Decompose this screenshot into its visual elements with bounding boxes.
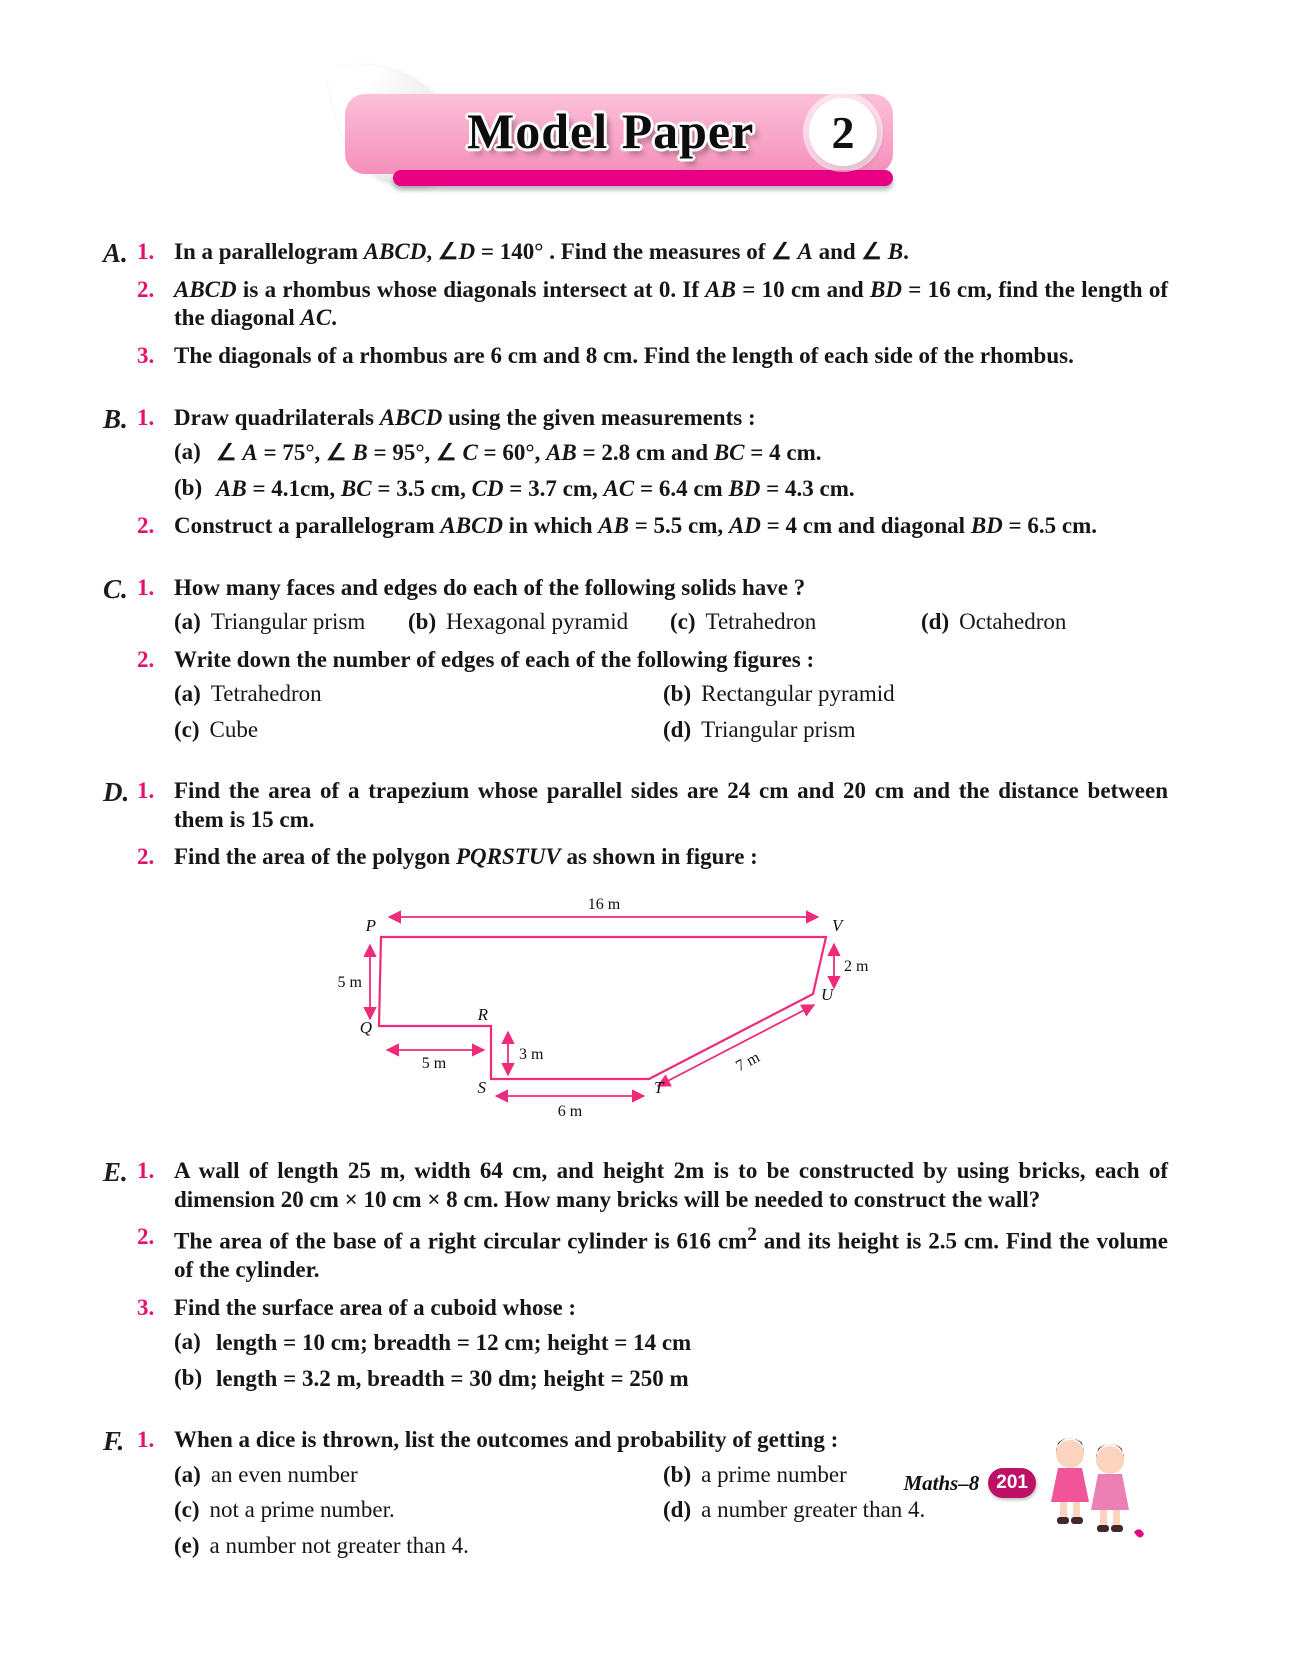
dim-label-2m: 2 m <box>843 958 868 976</box>
section-e <box>103 1157 1168 1402</box>
sub-text: length = 10 cm; breadth = 12 cm; height = 14 cm <box>216 1330 692 1356</box>
option-c <box>174 716 663 745</box>
dim-label-5m-inner: 5 m <box>421 1055 446 1073</box>
sub-item-a <box>174 1329 1168 1358</box>
sub-item-a <box>174 439 1168 468</box>
option-letter: (a) <box>174 1461 201 1487</box>
footer <box>903 1468 1036 1498</box>
polygon-figure <box>326 889 946 1139</box>
option-letter: (a) <box>174 609 201 635</box>
question-text: Draw quadrilaterals ABCD using the given measurements : <box>174 404 756 430</box>
vertex-u: U <box>820 985 833 1005</box>
question-c1 <box>137 574 1168 637</box>
dim-label-6m: 6 m <box>557 1103 582 1121</box>
dim-label-7m: 7 m <box>732 1049 763 1076</box>
question-number: 2. <box>137 276 155 302</box>
question-b2 <box>137 512 1168 541</box>
question-number: 1. <box>137 778 155 804</box>
dim-label-16m: 16 m <box>587 896 620 914</box>
option-text: not a prime number. <box>209 1497 395 1523</box>
option-d <box>663 716 1168 745</box>
question-e3 <box>137 1294 1168 1394</box>
question-text: Construct a parallelogram ABCD in which AB = 5.5 cm, AD = 4 cm and diagonal BD = 6.5 cm. <box>174 513 1097 539</box>
question-a3 <box>137 342 1168 371</box>
option-letter: (c) <box>174 716 200 742</box>
model-paper-banner <box>345 94 893 194</box>
question-e1 <box>137 1157 1168 1214</box>
section-label-f: F. <box>103 1426 125 1457</box>
question-number: 1. <box>137 574 155 600</box>
option-letter: (b) <box>663 681 692 707</box>
vertex-p: P <box>365 916 376 936</box>
vertex-v: V <box>831 916 842 936</box>
option-c <box>174 1496 663 1525</box>
question-number: 2. <box>137 646 155 672</box>
option-text: Octahedron <box>959 609 1067 635</box>
vertex-q: Q <box>359 1018 372 1038</box>
option-letter: (d) <box>663 716 692 742</box>
sub-item-b <box>174 1365 1168 1394</box>
option-text: an even number <box>210 1461 358 1487</box>
sub-letter: (a) <box>174 439 201 465</box>
question-text: Find the area of a trapezium whose parallel sides are 24 cm and 20 cm and the distance between them is 15 cm. <box>174 778 1168 832</box>
sub-text: ∠ A = 75°, ∠ B = 95°, ∠ C = 60°, AB = 2.8 cm and BC = 4 cm. <box>216 440 822 466</box>
banner-underline <box>393 170 893 186</box>
dim-line-7m <box>658 1005 814 1086</box>
option-text: a number greater than 4. <box>701 1497 926 1523</box>
sub-item-b <box>174 475 1168 504</box>
question-e2 <box>137 1223 1168 1285</box>
vertex-s: S <box>477 1078 486 1098</box>
option-text: Triangular prism <box>210 609 366 635</box>
options-row <box>174 608 1168 637</box>
sub-text: length = 3.2 m, breadth = 30 dm; height = 250 m <box>216 1365 689 1391</box>
option-text: a prime number <box>701 1461 847 1487</box>
option-text: a number not greater than 4. <box>209 1533 469 1558</box>
figure-container <box>103 889 1168 1139</box>
option-text: Tetrahedron <box>210 681 322 707</box>
question-a1 <box>137 238 1168 267</box>
question-c2 <box>137 646 1168 745</box>
page-title: Model Paper <box>467 103 755 159</box>
option-text: Triangular prism <box>701 716 856 742</box>
option-letter: (d) <box>663 1497 692 1523</box>
option-letter: (a) <box>174 681 201 707</box>
question-text: How many faces and edges do each of the following solids have ? <box>174 574 806 600</box>
question-text: Find the surface area of a cuboid whose : <box>174 1294 577 1320</box>
question-number: 2. <box>137 844 155 870</box>
section-label-e: E. <box>103 1157 128 1188</box>
vertex-r: R <box>477 1005 488 1025</box>
option-letter: (b) <box>663 1461 692 1487</box>
option-text: Cube <box>209 716 259 742</box>
question-number: 1. <box>137 1427 155 1453</box>
question-number: 2. <box>137 1224 155 1250</box>
sub-letter: (b) <box>174 474 203 500</box>
question-number: 2. <box>137 513 155 539</box>
dim-label-3m: 3 m <box>518 1046 543 1064</box>
option-b <box>663 680 1168 709</box>
question-d2 <box>137 843 1168 872</box>
option-text: Hexagonal pyramid <box>446 609 629 635</box>
section-a <box>103 238 1168 380</box>
section-label-a: A. <box>103 238 128 268</box>
option-a <box>174 608 408 637</box>
options-grid <box>174 680 1168 744</box>
question-number: 1. <box>137 404 155 430</box>
question-d1 <box>137 777 1168 834</box>
option-letter: (e) <box>174 1533 200 1558</box>
option-text: Tetrahedron <box>705 609 817 635</box>
question-text: The diagonals of a rhombus are 6 cm and 8 cm. Find the length of each side of the rhombus. <box>174 342 1074 368</box>
question-number: 3. <box>137 342 155 368</box>
kids-illustration <box>1036 1424 1146 1544</box>
sub-text: AB = 4.1cm, BC = 3.5 cm, CD = 3.7 cm, AC = 6.4 cm BD = 4.3 cm. <box>216 475 855 501</box>
option-letter: (b) <box>408 609 437 635</box>
page-number-badge: 201 <box>988 1468 1036 1498</box>
option-letter: (c) <box>670 609 696 635</box>
paper-number-badge: 2 <box>809 98 877 166</box>
question-b1 <box>137 404 1168 504</box>
sub-letter: (b) <box>174 1364 203 1390</box>
option-letter: (d) <box>921 609 950 635</box>
section-label-d: D. <box>103 777 130 808</box>
question-number: 1. <box>137 239 155 264</box>
section-d <box>103 777 1168 881</box>
question-text: A wall of length 25 m, width 64 cm, and height 2m is to be constructed by using bricks, each of dimension 20 cm × 10 cm × 8 cm. How many bricks will be needed to construct the wall? <box>174 1158 1168 1212</box>
option-e <box>174 1532 663 1561</box>
option-a <box>174 680 663 709</box>
question-number: 1. <box>137 1158 155 1184</box>
section-c <box>103 574 1168 754</box>
sub-letter: (a) <box>174 1329 201 1355</box>
option-text: Rectangular pyramid <box>701 681 895 707</box>
question-text: Write down the number of edges of each of the following figures : <box>174 646 815 672</box>
dim-label-5m-left: 5 m <box>337 974 362 992</box>
section-label-c: C. <box>103 573 128 604</box>
content <box>0 194 1296 1570</box>
question-text: ABCD is a rhombus whose diagonals intersect at 0. If AB = 10 cm and BD = 16 cm, find the length of the diagonal AC. <box>174 276 1169 331</box>
question-a2 <box>137 276 1168 333</box>
option-d <box>921 608 1168 637</box>
option-a <box>174 1461 663 1490</box>
section-b <box>103 404 1168 550</box>
section-label-b: B. <box>103 403 128 434</box>
question-text: The area of the base of a right circular cylinder is 616 $cm^2$ and its height is 2.5 cm. Find the volume of the cylinder. <box>174 1224 1168 1283</box>
question-text: When a dice is thrown, list the outcomes and probability of getting : <box>174 1427 839 1453</box>
question-number: 3. <box>137 1294 155 1320</box>
question-text: In a parallelogram ABCD, ∠D = 140° . Find the measures of ∠ A and ∠ B. <box>174 239 909 264</box>
option-b <box>408 608 670 637</box>
option-letter: (c) <box>174 1497 200 1523</box>
option-c <box>670 608 921 637</box>
question-text: Find the area of the polygon PQRSTUV as shown in figure : <box>174 844 758 870</box>
vertex-t: T <box>653 1078 663 1098</box>
book-title: Maths–8 <box>903 1470 980 1495</box>
